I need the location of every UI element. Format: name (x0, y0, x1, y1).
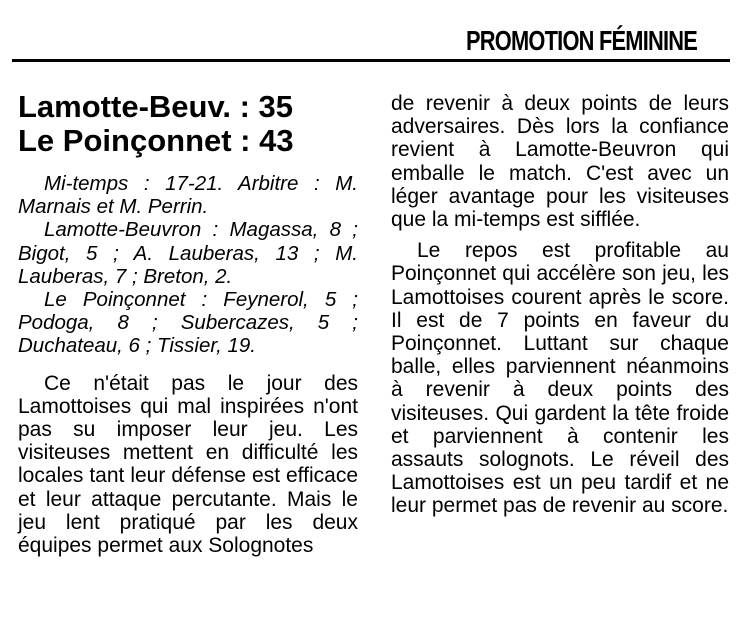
article-body-right (391, 92, 729, 518)
match-details (18, 172, 358, 358)
article-body-left (18, 372, 358, 558)
home-team-scorers: Lamotte-Beuvron : Magassa, 8 ; Bigot, 5 ; A. Lauberas, 13 ; M. Lauberas, 7 ; Breton, 2. (18, 218, 358, 288)
article-paragraph-continued: de revenir à deux points de leurs adversaires. Dès lors la confiance revient à Lamotte-Beuvron qui emballe le match. C'est avec un léger avantage pour les visiteuses que la mi-temps est sifflée. (391, 92, 729, 232)
header-rule (12, 59, 730, 62)
right-column (391, 92, 729, 518)
away-team-scorers: Le Poinçonnet : Feynerol, 5 ; Podoga, 8 ; Subercazes, 5 ; Duchateau, 6 ; Tissier, 19. (18, 288, 358, 358)
section-title: PROMOTION FÉMININE (466, 25, 698, 56)
halftime-referee-line: Mi-temps : 17-21. Arbitre : M. Marnais et M. Perrin. (18, 172, 358, 219)
article-paragraph: Ce n'était pas le jour des Lamottoises qui mal inspirées n'ont pas su imposer leur jeu. Les visiteuses mettent en difficulté les locales tant leur défense est efficace et leur attaque percutante. Mais le jeu lent pratiqué par les deux équipes permet aux Solognotes (18, 371, 358, 558)
article-paragraph: Le repos est profitable au Poinçonnet qui accélère son jeu, les Lamottoises courent après le score. Il est de 7 points en faveur du Poinçonnet. Luttant sur chaque balle, elles parviennent néanmoins à revenir à deux points des visiteuses. Qui gardent la tête froide et parviennent à contenir les assauts solognots. Le réveil des Lamottoises est un peu tardif et ne leur permet pas de revenir au score. (391, 239, 729, 518)
headline-away-score: Le Poinçonnet : 43 (18, 123, 294, 158)
left-column (18, 90, 358, 557)
headline-home-score: Lamotte-Beuv. : 35 (18, 89, 294, 124)
